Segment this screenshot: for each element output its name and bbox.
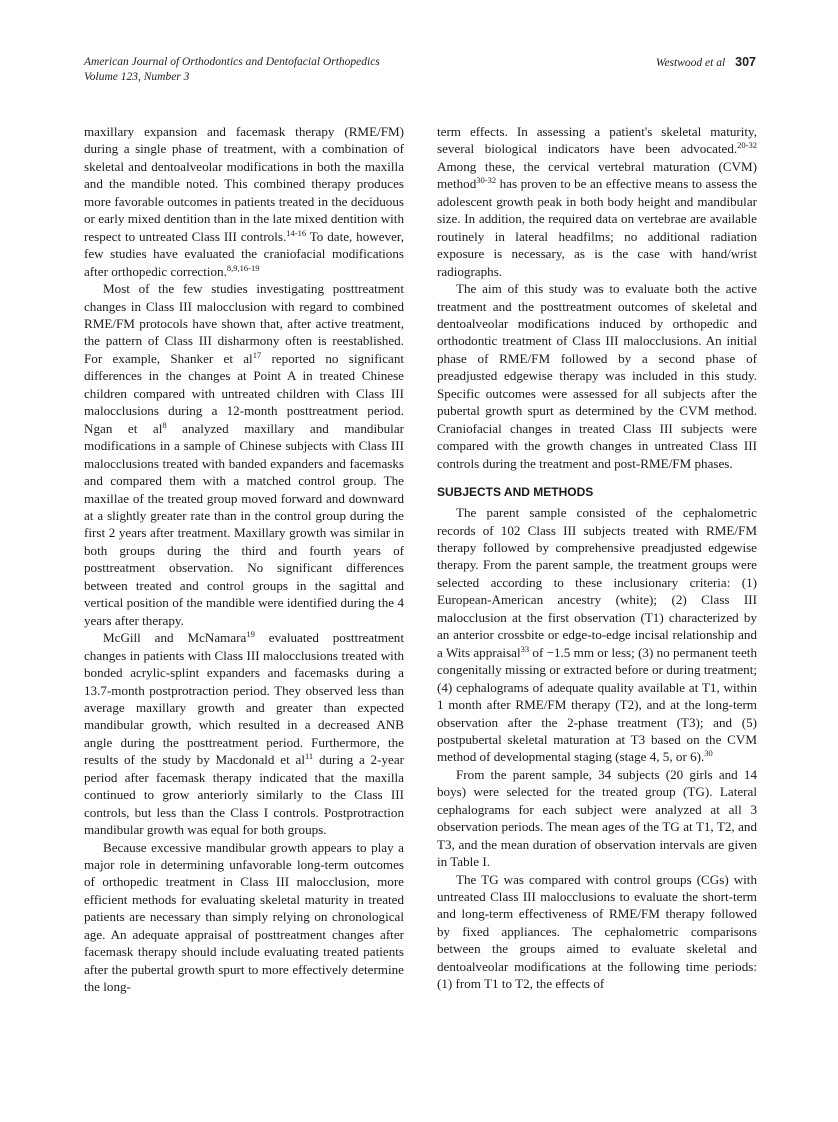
journal-volume: Volume 123, Number 3 — [84, 71, 190, 83]
journal-title: American Journal of Orthodontics and Dentofacial Orthopedics — [84, 56, 380, 68]
text-run: during a 2-year period after facemask therapy indicated that the maxilla continued to grow anteriorly similarly to the Class III controls, but less than the Class I controls. Postprotraction mandibular growth was equal for both groups. — [84, 752, 404, 838]
text-run: The TG was compared with control groups (CGs) with untreated Class III malocclusions to evaluate the short-term and long-term effectiveness of RME/FM therapy followed by fixed appliances. The cephalometric comparisons between the groups aimed to evaluate skeletal and dentoalveolar modifications at the following time periods: (1) from T1 to T2, the effects of — [437, 871, 757, 992]
text-run: evaluated posttreatment changes in patients with Class III malocclusions treated with bonded acrylic-splint expanders and facemasks during a 13.7-month postprotraction period. They observed less than average maxillary growth and greater than expected mandibular growth, which resulted in a decreased ANB angle during the posttreatment period. Furthermore, the results of the study by Macdonald et al — [84, 630, 404, 768]
citation: 33 — [520, 643, 530, 654]
citation: 19 — [246, 629, 255, 640]
citation: 14-16 — [286, 227, 307, 238]
citation: 11 — [304, 751, 314, 762]
text-run: analyzed maxillary and mandibular modifications in a sample of Chinese subjects with Class III malocclusions treated with banded expanders and facemasks and compared them with a matched control group. The maxillae of the treated group moved forward and downward at a slightly greater rate than in the control group during the first 2 years after treatment. Maxillary growth was similar in both groups during the third and fourth years of posttreatment observation. No significant differences between treated and control groups in the sagittal and vertical position of the mandible were identified during the 4 years after therapy. — [84, 420, 404, 628]
citation: 17 — [252, 349, 262, 360]
left-column — [84, 123, 404, 996]
citation: 30 — [704, 748, 713, 759]
text-run: McGill and McNamara — [103, 630, 247, 646]
citation: 30-32 — [476, 175, 497, 186]
running-authors: Westwood et al — [655, 57, 726, 69]
section-heading: SUBJECTS AND METHODS — [437, 485, 594, 500]
text-run: The parent sample consisted of the cephalometric records of 102 Class III subjects treated with RME/FM therapy followed by comprehensive preadjusted edgewise therapy. From the parent sample, the treatment groups were selected according to these inclusionary criteria: (1) European-American ancestry (white); (2) Class III malocclusion at the first observation (T1) characterized by an anterior crossbite or edge-to-edge incisal relationship and a Wits appraisal — [437, 505, 757, 660]
paragraph — [84, 839, 404, 996]
text-run: has proven to be an effective means to assess the adolescent growth peak in both body height and mandibular size. In addition, the required data on vertebrae are available routinely in lateral headfilms; no additional radiation exposure is necessary, as is the case with hand/wrist radiographs. — [437, 176, 757, 279]
paragraph — [84, 629, 404, 838]
paragraph — [437, 766, 757, 871]
right-column — [437, 123, 757, 993]
paragraph — [437, 123, 757, 280]
paragraph — [84, 123, 404, 280]
citation: 20-32 — [737, 140, 757, 151]
paragraph — [437, 504, 757, 766]
paragraph — [437, 871, 757, 993]
text-run: To date, however, few studies have evaluated the craniofacial modifications after orthopedic correction. — [84, 228, 404, 279]
text-run: From the parent sample, 34 subjects (20 girls and 14 boys) were selected for the treated group (TG). Lateral cephalograms for each subject were analyzed at all 3 observation periods. The mean ages of the TG at T1, T2, and T3, and the mean duration of observation intervals are given in Table I. — [437, 766, 757, 870]
paragraph — [84, 280, 404, 629]
paragraph — [437, 280, 757, 472]
page-number: 307 — [735, 55, 756, 69]
citation: 8 — [162, 419, 167, 430]
text-run: of −1.5 mm or less; (3) no permanent teeth congenitally missing or extracted before or during treatment; (4) cephalograms of adequate quality available at T1, within 1 month after RME/FM therapy (T2), and at the long-term observation after the 2-phase treatment (T3); and (5) postpubertal skeletal maturation at T3 based on the CVM method of developmental staging (stage 4, 5, or 6). — [437, 644, 757, 765]
text-run: term effects. In assessing a patient's skeletal maturity, several biological indicators have been advocated. — [437, 124, 757, 157]
journal-info — [84, 55, 380, 85]
text-run: maxillary expansion and facemask therapy (RME/FM) during a single phase of treatment, with a combination of skeletal and dentoalveolar modifications in both the maxilla and the mandible noted. This combined therapy produces more favorable outcomes in patients treated in the deciduous or early mixed dentition than in the late mixed dentition with respect to untreated Class III controls. — [84, 124, 404, 244]
text-run: reported no significant differences in the changes at Point A in treated Chinese children compared with untreated children with Class III malocclusions during a 12-month posttreatment period. Ngan et al — [84, 350, 404, 436]
text-run: Because excessive mandibular growth appears to play a major role in determining unfavorable long-term outcomes of orthopedic treatment in Class III malocclusion, more efficient methods for evaluating skeletal maturity in treated patients are necessary than simply relying on chronological age. An adequate appraisal of posttreatment changes after facemask therapy should include evaluating treated patients after the pubertal growth spurt to more effectively determine the long- — [84, 839, 404, 995]
citation: 8,9,16-19 — [226, 262, 260, 273]
text-run: Among these, the cervical vertebral maturation (CVM) method — [437, 158, 757, 192]
text-run: Most of the few studies investigating posttreatment changes in Class III malocclusion with regard to combined RME/FM protocols have shown that, after active treatment, the pattern of Class III disharmony often is reestablished. For example, Shanker et al — [84, 281, 404, 366]
author-page-info — [656, 55, 756, 71]
text-run: The aim of this study was to evaluate both the active treatment and the posttreatment outcomes of skeletal and dentoalveolar modifications induced by orthopedic and orthodontic treatment of Class III malocclusions. An initial phase of RME/FM followed by a second phase of preadjusted edgewise therapy was included in this study. Specific outcomes were assessed for all subjects after the pubertal growth spurt as determined by the CVM method. Craniofacial changes in treated Class III subjects were compared with the growth changes in untreated Class III controls during the treatment and post-RME/FM phases. — [437, 281, 757, 471]
